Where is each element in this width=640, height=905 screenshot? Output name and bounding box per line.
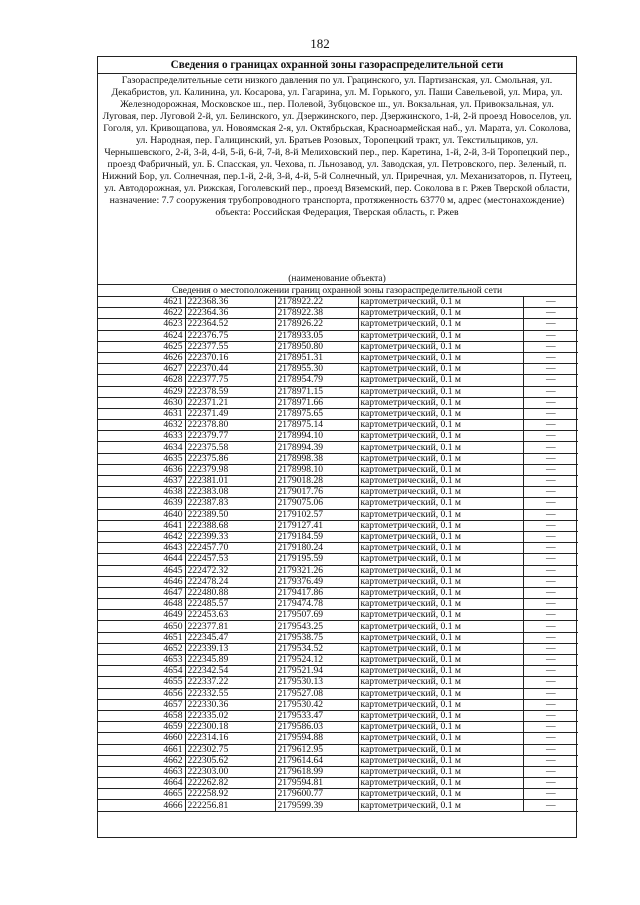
method-cell: картометрический, 0.1 м bbox=[358, 364, 523, 375]
description-cell: — bbox=[523, 464, 578, 475]
x-coordinate-cell: 222378.80 bbox=[185, 420, 275, 431]
description-cell: — bbox=[523, 576, 578, 587]
y-coordinate-cell: 2179534.52 bbox=[275, 643, 358, 654]
description-cell: — bbox=[523, 531, 578, 542]
table-row bbox=[98, 800, 578, 811]
point-number-cell: 4657 bbox=[98, 699, 185, 710]
table-row bbox=[98, 408, 578, 419]
method-cell: картометрический, 0.1 м bbox=[358, 565, 523, 576]
y-coordinate-cell: 2178922.22 bbox=[275, 297, 358, 308]
section-title: Сведения о местоположении границ охранной зоны газораспределительной сети bbox=[98, 285, 576, 297]
y-coordinate-cell: 2179417.86 bbox=[275, 587, 358, 598]
table-row bbox=[98, 699, 578, 710]
description-cell: — bbox=[523, 655, 578, 666]
object-label: (наименование объекта) bbox=[98, 274, 576, 285]
x-coordinate-cell: 222337.22 bbox=[185, 677, 275, 688]
method-cell: картометрический, 0.1 м bbox=[358, 621, 523, 632]
y-coordinate-cell: 2179507.69 bbox=[275, 610, 358, 621]
method-cell: картометрический, 0.1 м bbox=[358, 308, 523, 319]
y-coordinate-cell: 2178998.38 bbox=[275, 453, 358, 464]
method-cell: картометрический, 0.1 м bbox=[358, 397, 523, 408]
y-coordinate-cell: 2178998.10 bbox=[275, 464, 358, 475]
x-coordinate-cell: 222381.01 bbox=[185, 476, 275, 487]
table-row bbox=[98, 319, 578, 330]
method-cell: картометрический, 0.1 м bbox=[358, 722, 523, 733]
x-coordinate-cell: 222262.82 bbox=[185, 778, 275, 789]
method-cell: картометрический, 0.1 м bbox=[358, 464, 523, 475]
y-coordinate-cell: 2178975.14 bbox=[275, 420, 358, 431]
method-cell: картометрический, 0.1 м bbox=[358, 688, 523, 699]
x-coordinate-cell: 222364.36 bbox=[185, 308, 275, 319]
y-coordinate-cell: 2179618.99 bbox=[275, 766, 358, 777]
document-frame bbox=[97, 56, 577, 838]
method-cell: картометрический, 0.1 м bbox=[358, 297, 523, 308]
method-cell: картометрический, 0.1 м bbox=[358, 655, 523, 666]
table-row bbox=[98, 531, 578, 542]
x-coordinate-cell: 222383.08 bbox=[185, 487, 275, 498]
table-row bbox=[98, 330, 578, 341]
point-number-cell: 4637 bbox=[98, 476, 185, 487]
y-coordinate-cell: 2178994.10 bbox=[275, 431, 358, 442]
point-number-cell: 4659 bbox=[98, 722, 185, 733]
method-cell: картометрический, 0.1 м bbox=[358, 677, 523, 688]
y-coordinate-cell: 2179533.47 bbox=[275, 710, 358, 721]
point-number-cell: 4653 bbox=[98, 655, 185, 666]
y-coordinate-cell: 2179180.24 bbox=[275, 543, 358, 554]
description-cell: — bbox=[523, 297, 578, 308]
table-row bbox=[98, 375, 578, 386]
y-coordinate-cell: 2179614.64 bbox=[275, 755, 358, 766]
y-coordinate-cell: 2179530.42 bbox=[275, 699, 358, 710]
point-number-cell: 4646 bbox=[98, 576, 185, 587]
table-row bbox=[98, 643, 578, 654]
y-coordinate-cell: 2179195.59 bbox=[275, 554, 358, 565]
x-coordinate-cell: 222379.77 bbox=[185, 431, 275, 442]
y-coordinate-cell: 2179530.13 bbox=[275, 677, 358, 688]
description-cell: — bbox=[523, 710, 578, 721]
x-coordinate-cell: 222457.53 bbox=[185, 554, 275, 565]
description-cell: — bbox=[523, 364, 578, 375]
point-number-cell: 4651 bbox=[98, 632, 185, 643]
method-cell: картометрический, 0.1 м bbox=[358, 420, 523, 431]
method-cell: картометрический, 0.1 м bbox=[358, 766, 523, 777]
x-coordinate-cell: 222375.86 bbox=[185, 453, 275, 464]
method-cell: картометрический, 0.1 м bbox=[358, 476, 523, 487]
table-row bbox=[98, 766, 578, 777]
description-cell: — bbox=[523, 397, 578, 408]
point-number-cell: 4642 bbox=[98, 531, 185, 542]
y-coordinate-cell: 2179586.03 bbox=[275, 722, 358, 733]
table-row bbox=[98, 442, 578, 453]
table-row bbox=[98, 498, 578, 509]
x-coordinate-cell: 222485.57 bbox=[185, 599, 275, 610]
description-cell: — bbox=[523, 789, 578, 800]
table-row bbox=[98, 632, 578, 643]
method-cell: картометрический, 0.1 м bbox=[358, 789, 523, 800]
point-number-cell: 4645 bbox=[98, 565, 185, 576]
x-coordinate-cell: 222332.55 bbox=[185, 688, 275, 699]
y-coordinate-cell: 2179600.77 bbox=[275, 789, 358, 800]
x-coordinate-cell: 222302.75 bbox=[185, 744, 275, 755]
x-coordinate-cell: 222371.49 bbox=[185, 408, 275, 419]
method-cell: картометрический, 0.1 м bbox=[358, 554, 523, 565]
table-row bbox=[98, 341, 578, 352]
method-cell: картометрический, 0.1 м bbox=[358, 755, 523, 766]
table-row bbox=[98, 509, 578, 520]
x-coordinate-cell: 222377.75 bbox=[185, 375, 275, 386]
table-row bbox=[98, 364, 578, 375]
y-coordinate-cell: 2179594.81 bbox=[275, 778, 358, 789]
y-coordinate-cell: 2179321.26 bbox=[275, 565, 358, 576]
y-coordinate-cell: 2178954.79 bbox=[275, 375, 358, 386]
x-coordinate-cell: 222480.88 bbox=[185, 587, 275, 598]
table-row bbox=[98, 576, 578, 587]
x-coordinate-cell: 222378.59 bbox=[185, 386, 275, 397]
point-number-cell: 4631 bbox=[98, 408, 185, 419]
table-row bbox=[98, 386, 578, 397]
description-cell: — bbox=[523, 308, 578, 319]
y-coordinate-cell: 2179599.39 bbox=[275, 800, 358, 811]
description-cell: — bbox=[523, 643, 578, 654]
description-cell: — bbox=[523, 699, 578, 710]
x-coordinate-cell: 222376.75 bbox=[185, 330, 275, 341]
description-cell: — bbox=[523, 330, 578, 341]
y-coordinate-cell: 2179376.49 bbox=[275, 576, 358, 587]
description-cell: — bbox=[523, 565, 578, 576]
point-number-cell: 4636 bbox=[98, 464, 185, 475]
table-row bbox=[98, 755, 578, 766]
method-cell: картометрический, 0.1 м bbox=[358, 520, 523, 531]
x-coordinate-cell: 222314.16 bbox=[185, 733, 275, 744]
point-number-cell: 4630 bbox=[98, 397, 185, 408]
method-cell: картометрический, 0.1 м bbox=[358, 543, 523, 554]
x-coordinate-cell: 222377.55 bbox=[185, 341, 275, 352]
y-coordinate-cell: 2179594.88 bbox=[275, 733, 358, 744]
method-cell: картометрический, 0.1 м bbox=[358, 453, 523, 464]
table-row bbox=[98, 733, 578, 744]
x-coordinate-cell: 222330.36 bbox=[185, 699, 275, 710]
table-row bbox=[98, 308, 578, 319]
point-number-cell: 4664 bbox=[98, 778, 185, 789]
table-row bbox=[98, 688, 578, 699]
y-coordinate-cell: 2178926.22 bbox=[275, 319, 358, 330]
point-number-cell: 4649 bbox=[98, 610, 185, 621]
method-cell: картометрический, 0.1 м bbox=[358, 610, 523, 621]
point-number-cell: 4633 bbox=[98, 431, 185, 442]
description-cell: — bbox=[523, 442, 578, 453]
method-cell: картометрический, 0.1 м bbox=[358, 330, 523, 341]
x-coordinate-cell: 222377.81 bbox=[185, 621, 275, 632]
method-cell: картометрический, 0.1 м bbox=[358, 375, 523, 386]
description-cell: — bbox=[523, 766, 578, 777]
y-coordinate-cell: 2179075.06 bbox=[275, 498, 358, 509]
method-cell: картометрический, 0.1 м bbox=[358, 431, 523, 442]
table-row bbox=[98, 744, 578, 755]
point-number-cell: 4622 bbox=[98, 308, 185, 319]
y-coordinate-cell: 2179538.75 bbox=[275, 632, 358, 643]
point-number-cell: 4644 bbox=[98, 554, 185, 565]
description-cell: — bbox=[523, 509, 578, 520]
point-number-cell: 4623 bbox=[98, 319, 185, 330]
point-number-cell: 4629 bbox=[98, 386, 185, 397]
y-coordinate-cell: 2179521.94 bbox=[275, 666, 358, 677]
table-row bbox=[98, 599, 578, 610]
point-number-cell: 4648 bbox=[98, 599, 185, 610]
y-coordinate-cell: 2178994.39 bbox=[275, 442, 358, 453]
point-number-cell: 4627 bbox=[98, 364, 185, 375]
description-cell: — bbox=[523, 476, 578, 487]
x-coordinate-cell: 222342.54 bbox=[185, 666, 275, 677]
description-cell: — bbox=[523, 520, 578, 531]
y-coordinate-cell: 2179018.28 bbox=[275, 476, 358, 487]
method-cell: картометрический, 0.1 м bbox=[358, 341, 523, 352]
description-cell: — bbox=[523, 341, 578, 352]
point-number-cell: 4650 bbox=[98, 621, 185, 632]
method-cell: картометрический, 0.1 м bbox=[358, 666, 523, 677]
method-cell: картометрический, 0.1 м bbox=[358, 710, 523, 721]
description-cell: — bbox=[523, 778, 578, 789]
table-row bbox=[98, 543, 578, 554]
x-coordinate-cell: 222370.44 bbox=[185, 364, 275, 375]
x-coordinate-cell: 222453.63 bbox=[185, 610, 275, 621]
point-number-cell: 4647 bbox=[98, 587, 185, 598]
point-number-cell: 4626 bbox=[98, 352, 185, 363]
x-coordinate-cell: 222478.24 bbox=[185, 576, 275, 587]
x-coordinate-cell: 222303.00 bbox=[185, 766, 275, 777]
point-number-cell: 4638 bbox=[98, 487, 185, 498]
point-number-cell: 4663 bbox=[98, 766, 185, 777]
table-row bbox=[98, 778, 578, 789]
point-number-cell: 4634 bbox=[98, 442, 185, 453]
method-cell: картометрический, 0.1 м bbox=[358, 442, 523, 453]
table-row bbox=[98, 352, 578, 363]
table-row bbox=[98, 453, 578, 464]
method-cell: картометрический, 0.1 м bbox=[358, 733, 523, 744]
method-cell: картометрический, 0.1 м bbox=[358, 386, 523, 397]
method-cell: картометрический, 0.1 м bbox=[358, 319, 523, 330]
description-cell: — bbox=[523, 800, 578, 811]
point-number-cell: 4652 bbox=[98, 643, 185, 654]
y-coordinate-cell: 2179017.76 bbox=[275, 487, 358, 498]
description-cell: — bbox=[523, 755, 578, 766]
point-number-cell: 4660 bbox=[98, 733, 185, 744]
table-row bbox=[98, 677, 578, 688]
description-cell: — bbox=[523, 352, 578, 363]
table-row bbox=[98, 587, 578, 598]
method-cell: картометрический, 0.1 м bbox=[358, 487, 523, 498]
point-number-cell: 4621 bbox=[98, 297, 185, 308]
y-coordinate-cell: 2178971.15 bbox=[275, 386, 358, 397]
y-coordinate-cell: 2179102.57 bbox=[275, 509, 358, 520]
point-number-cell: 4639 bbox=[98, 498, 185, 509]
description-cell: — bbox=[523, 722, 578, 733]
point-number-cell: 4658 bbox=[98, 710, 185, 721]
table-row bbox=[98, 464, 578, 475]
description-cell: — bbox=[523, 375, 578, 386]
description-cell: — bbox=[523, 386, 578, 397]
method-cell: картометрический, 0.1 м bbox=[358, 587, 523, 598]
description-cell: — bbox=[523, 599, 578, 610]
x-coordinate-cell: 222472.32 bbox=[185, 565, 275, 576]
method-cell: картометрический, 0.1 м bbox=[358, 699, 523, 710]
x-coordinate-cell: 222387.83 bbox=[185, 498, 275, 509]
table-row bbox=[98, 487, 578, 498]
method-cell: картометрический, 0.1 м bbox=[358, 599, 523, 610]
document-title: Сведения о границах охранной зоны газораспределительной сети bbox=[98, 57, 576, 74]
y-coordinate-cell: 2179543.25 bbox=[275, 621, 358, 632]
description-cell: — bbox=[523, 632, 578, 643]
point-number-cell: 4628 bbox=[98, 375, 185, 386]
x-coordinate-cell: 222389.50 bbox=[185, 509, 275, 520]
description-cell: — bbox=[523, 408, 578, 419]
method-cell: картометрический, 0.1 м bbox=[358, 352, 523, 363]
x-coordinate-cell: 222256.81 bbox=[185, 800, 275, 811]
table-row bbox=[98, 610, 578, 621]
description-cell: — bbox=[523, 487, 578, 498]
table-row bbox=[98, 431, 578, 442]
method-cell: картометрический, 0.1 м bbox=[358, 509, 523, 520]
x-coordinate-cell: 222379.98 bbox=[185, 464, 275, 475]
description-cell: — bbox=[523, 610, 578, 621]
point-number-cell: 4656 bbox=[98, 688, 185, 699]
x-coordinate-cell: 222335.02 bbox=[185, 710, 275, 721]
description-cell: — bbox=[523, 319, 578, 330]
table-row bbox=[98, 621, 578, 632]
method-cell: картометрический, 0.1 м bbox=[358, 531, 523, 542]
point-number-cell: 4654 bbox=[98, 666, 185, 677]
point-number-cell: 4624 bbox=[98, 330, 185, 341]
y-coordinate-cell: 2178951.31 bbox=[275, 352, 358, 363]
point-number-cell: 4665 bbox=[98, 789, 185, 800]
method-cell: картометрический, 0.1 м bbox=[358, 576, 523, 587]
x-coordinate-cell: 222258.92 bbox=[185, 789, 275, 800]
x-coordinate-cell: 222371.21 bbox=[185, 397, 275, 408]
x-coordinate-cell: 222399.33 bbox=[185, 531, 275, 542]
description-cell: — bbox=[523, 733, 578, 744]
method-cell: картометрический, 0.1 м bbox=[358, 778, 523, 789]
x-coordinate-cell: 222305.62 bbox=[185, 755, 275, 766]
object-description: Газораспределительные сети низкого давления по ул. Грацинского, ул. Партизанская, ул. Смольная, ул. Декабристов, ул. Калинина, ул. Косарова, ул. Гагарина, ул. М. Горького, ул. Паши Савельевой, ул. Мира, ул. Железнодорожная, Московское ш., пер. Полевой, Зубцовское ш., ул. Вокзальная, ул. Привокзальная, ул. Луговая, пер. Луговой 2-й, ул. Белинского, ул. Дзержинского, пер. Дзержинского, 1-й, 2-й проезд Новоселов, ул. Гоголя, ул. Кривощапова, ул. Новоямская 2-я, ул. Октябрьская, Красноармейская наб., ул. Марата, ул. Соколова, ул. Народная, пер. Галицинский, ул. Братьев Розовых, Торопецкий тракт, ул. Текстильщиков, ул. Чернышевского, 2-й, 3-й, 4-й, 5-й, 6-й, 7-й, 8-й Мелиховский пер., пер. Каретина, 1-й, 2-й, 3-й Торопецкий пер., проезд Фабричный, ул. Б. Спасская, ул. Чехова, п. Льнозавод, ул. Заводская, ул. Петровского, пер. Зеленый, п. Нижний Бор, ул. Солнечная, пер.1-й, 2-й, 3-й, 4-й, 5-й Солнечный, ул. Приречная, ул. Механизаторов, п. Путеец, ул. Автодорожная, ул. Рижская, Гоголевский пер., проезд Вяземский, пер. Соколова в г. Ржев Тверской области, назначение: 7.7 сооружения трубопроводного транспорта, протяженность 63770 м, адрес (местонахождение) объекта: Российская Федерация, Тверская область, г. Ржев bbox=[102, 75, 572, 218]
x-coordinate-cell: 222370.16 bbox=[185, 352, 275, 363]
x-coordinate-cell: 222368.36 bbox=[185, 297, 275, 308]
x-coordinate-cell: 222364.52 bbox=[185, 319, 275, 330]
x-coordinate-cell: 222375.58 bbox=[185, 442, 275, 453]
point-number-cell: 4625 bbox=[98, 341, 185, 352]
table-row bbox=[98, 789, 578, 800]
y-coordinate-cell: 2178975.65 bbox=[275, 408, 358, 419]
y-coordinate-cell: 2179474.78 bbox=[275, 599, 358, 610]
point-number-cell: 4643 bbox=[98, 543, 185, 554]
point-number-cell: 4662 bbox=[98, 755, 185, 766]
x-coordinate-cell: 222345.89 bbox=[185, 655, 275, 666]
x-coordinate-cell: 222345.47 bbox=[185, 632, 275, 643]
y-coordinate-cell: 2179527.08 bbox=[275, 688, 358, 699]
description-cell: — bbox=[523, 498, 578, 509]
method-cell: картометрический, 0.1 м bbox=[358, 632, 523, 643]
method-cell: картометрический, 0.1 м bbox=[358, 744, 523, 755]
table-row bbox=[98, 397, 578, 408]
table-row bbox=[98, 520, 578, 531]
description-cell: — bbox=[523, 543, 578, 554]
description-cell: — bbox=[523, 587, 578, 598]
method-cell: картометрический, 0.1 м bbox=[358, 643, 523, 654]
y-coordinate-cell: 2179524.12 bbox=[275, 655, 358, 666]
point-number-cell: 4655 bbox=[98, 677, 185, 688]
table-row bbox=[98, 565, 578, 576]
point-number-cell: 4632 bbox=[98, 420, 185, 431]
description-cell: — bbox=[523, 420, 578, 431]
page-number: 182 bbox=[310, 36, 330, 51]
y-coordinate-cell: 2179184.59 bbox=[275, 531, 358, 542]
description-cell: — bbox=[523, 554, 578, 565]
x-coordinate-cell: 222388.68 bbox=[185, 520, 275, 531]
point-number-cell: 4635 bbox=[98, 453, 185, 464]
description-cell: — bbox=[523, 677, 578, 688]
coordinates-table bbox=[98, 297, 578, 812]
point-number-cell: 4666 bbox=[98, 800, 185, 811]
y-coordinate-cell: 2178950.80 bbox=[275, 341, 358, 352]
table-row bbox=[98, 476, 578, 487]
y-coordinate-cell: 2178922.38 bbox=[275, 308, 358, 319]
table-row bbox=[98, 666, 578, 677]
point-number-cell: 4661 bbox=[98, 744, 185, 755]
table-row bbox=[98, 710, 578, 721]
description-cell: — bbox=[523, 431, 578, 442]
table-row bbox=[98, 554, 578, 565]
description-cell: — bbox=[523, 666, 578, 677]
table-row bbox=[98, 420, 578, 431]
method-cell: картометрический, 0.1 м bbox=[358, 498, 523, 509]
description-cell: — bbox=[523, 744, 578, 755]
coordinates-table-body bbox=[98, 297, 578, 811]
y-coordinate-cell: 2179127.41 bbox=[275, 520, 358, 531]
table-row bbox=[98, 722, 578, 733]
table-row bbox=[98, 655, 578, 666]
method-cell: картометрический, 0.1 м bbox=[358, 408, 523, 419]
point-number-cell: 4640 bbox=[98, 509, 185, 520]
y-coordinate-cell: 2178933.05 bbox=[275, 330, 358, 341]
x-coordinate-cell: 222339.13 bbox=[185, 643, 275, 654]
description-cell: — bbox=[523, 453, 578, 464]
x-coordinate-cell: 222457.70 bbox=[185, 543, 275, 554]
x-coordinate-cell: 222300.18 bbox=[185, 722, 275, 733]
y-coordinate-cell: 2178955.30 bbox=[275, 364, 358, 375]
description-cell: — bbox=[523, 688, 578, 699]
y-coordinate-cell: 2179612.95 bbox=[275, 744, 358, 755]
description-cell: — bbox=[523, 621, 578, 632]
method-cell: картометрический, 0.1 м bbox=[358, 800, 523, 811]
y-coordinate-cell: 2178971.66 bbox=[275, 397, 358, 408]
point-number-cell: 4641 bbox=[98, 520, 185, 531]
table-row bbox=[98, 297, 578, 308]
